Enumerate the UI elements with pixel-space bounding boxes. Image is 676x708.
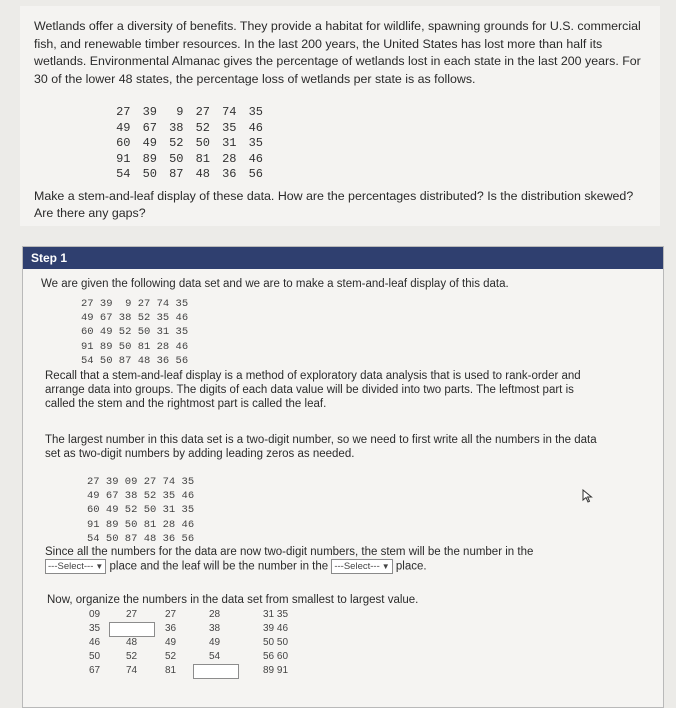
problem-data-grid <box>104 105 263 183</box>
data-row: 49 67 38 52 35 46 <box>116 120 263 135</box>
data-row: 91 89 50 81 28 46 <box>81 340 189 353</box>
mouse-pointer-icon <box>582 489 594 508</box>
sorted-value: 46 <box>89 637 101 648</box>
sorted-value: 54 <box>209 651 221 662</box>
sorted-value: 50 <box>89 651 101 662</box>
step-intro: We are given the following data set and we are to make a stem-and-leaf display of this data. <box>41 278 509 290</box>
data-row: 27 39 9 27 74 35 <box>81 298 189 310</box>
stem-place-select[interactable]: ---Select--- ▼ <box>45 559 106 574</box>
sorted-value: 48 <box>126 637 138 648</box>
data-row: 91 89 50 81 28 46 <box>87 518 195 531</box>
sorted-value: 67 <box>89 665 101 676</box>
answer-input[interactable] <box>193 664 239 679</box>
sorted-value: 50 50 <box>263 637 289 648</box>
data-row: 54 50 87 48 36 56 <box>87 532 195 545</box>
stem-place-sentence: Since all the numbers for the data are now two-digit numbers, the stem will be the number in the ---Select--- ▼ place and the leaf will be the number in the ---Select--- ▼ place. <box>45 546 534 573</box>
data-row: 27 39 9 27 74 35 <box>116 105 263 119</box>
problem-text: Wetlands offer a diversity of benefits. They provide a habitat for wildlife, spawning grounds for U.S. commercial fish, and renewable timber resources. In the last 200 years, the United States has lost more than half its wetlands. Environmental Almanac gives the percentage of wetlands lost in each state in the last 200 years. For 30 of the lower 48 states, the percentage loss of wetlands per state is as follows. <box>34 19 641 86</box>
sorted-value: 31 35 <box>263 609 289 620</box>
data-row: 49 67 38 52 35 46 <box>87 490 195 503</box>
problem-panel <box>20 6 660 226</box>
data-row: 54 50 87 48 36 56 <box>116 167 263 181</box>
organize-instruction: Now, organize the numbers in the data set from smallest to largest value. <box>47 594 419 606</box>
step-title: Step 1 <box>23 247 663 269</box>
sorted-value: 39 46 <box>263 623 289 634</box>
chevron-down-icon: ▼ <box>95 562 104 571</box>
chevron-down-icon: ▼ <box>381 562 390 571</box>
sorted-value: 89 91 <box>263 665 289 676</box>
data-row: 54 50 87 48 36 56 <box>81 354 189 367</box>
sorted-value: 09 <box>89 609 101 620</box>
sorted-value: 27 <box>126 609 138 620</box>
data-row: 27 39 09 27 74 35 <box>87 476 195 488</box>
leading-zeros-note: The largest number in this data set is a two-digit number, so we need to first write all the numbers in the data set as two-digit numbers by adding leading zeros as needed. <box>45 434 597 460</box>
data-row: 91 89 50 81 28 46 <box>116 151 263 166</box>
sorted-value: 81 <box>165 665 177 676</box>
sorted-value: 52 <box>126 651 138 662</box>
sorted-value: 49 <box>209 637 221 648</box>
sorted-value: 36 <box>165 623 177 634</box>
sorted-value: 52 <box>165 651 177 662</box>
step-panel <box>22 246 664 708</box>
leaf-place-select[interactable]: ---Select--- ▼ <box>331 559 392 574</box>
problem-question: Make a stem-and-leaf display of these data. How are the percentages distributed? Is the distribution skewed? Are there any gaps? <box>34 189 634 220</box>
step-data-block <box>81 297 188 368</box>
stem-leaf-recall: Recall that a stem-and-leaf display is a method of exploratory data analysis that is used to rank-order and arrange data into groups. The digits of each data value will be divided into two parts. The leftmost part is called the stem and the rightmost part is called the leaf. <box>45 370 581 410</box>
data-row: 60 49 52 50 31 35 <box>81 326 189 339</box>
sorted-value: 27 <box>165 609 177 620</box>
sorted-value: 35 <box>89 623 101 634</box>
sorted-value: 74 <box>126 665 138 676</box>
sorted-value: 38 <box>209 623 221 634</box>
sorted-value: 28 <box>209 609 221 620</box>
data-row: 49 67 38 52 35 46 <box>81 312 189 325</box>
data-row: 60 49 52 50 31 35 <box>87 504 195 517</box>
answer-input[interactable] <box>109 622 155 637</box>
sorted-value: 56 60 <box>263 651 289 662</box>
data-row: 60 49 52 50 31 35 <box>116 136 263 150</box>
padded-data-block <box>87 475 194 546</box>
sorted-value: 49 <box>165 637 177 648</box>
